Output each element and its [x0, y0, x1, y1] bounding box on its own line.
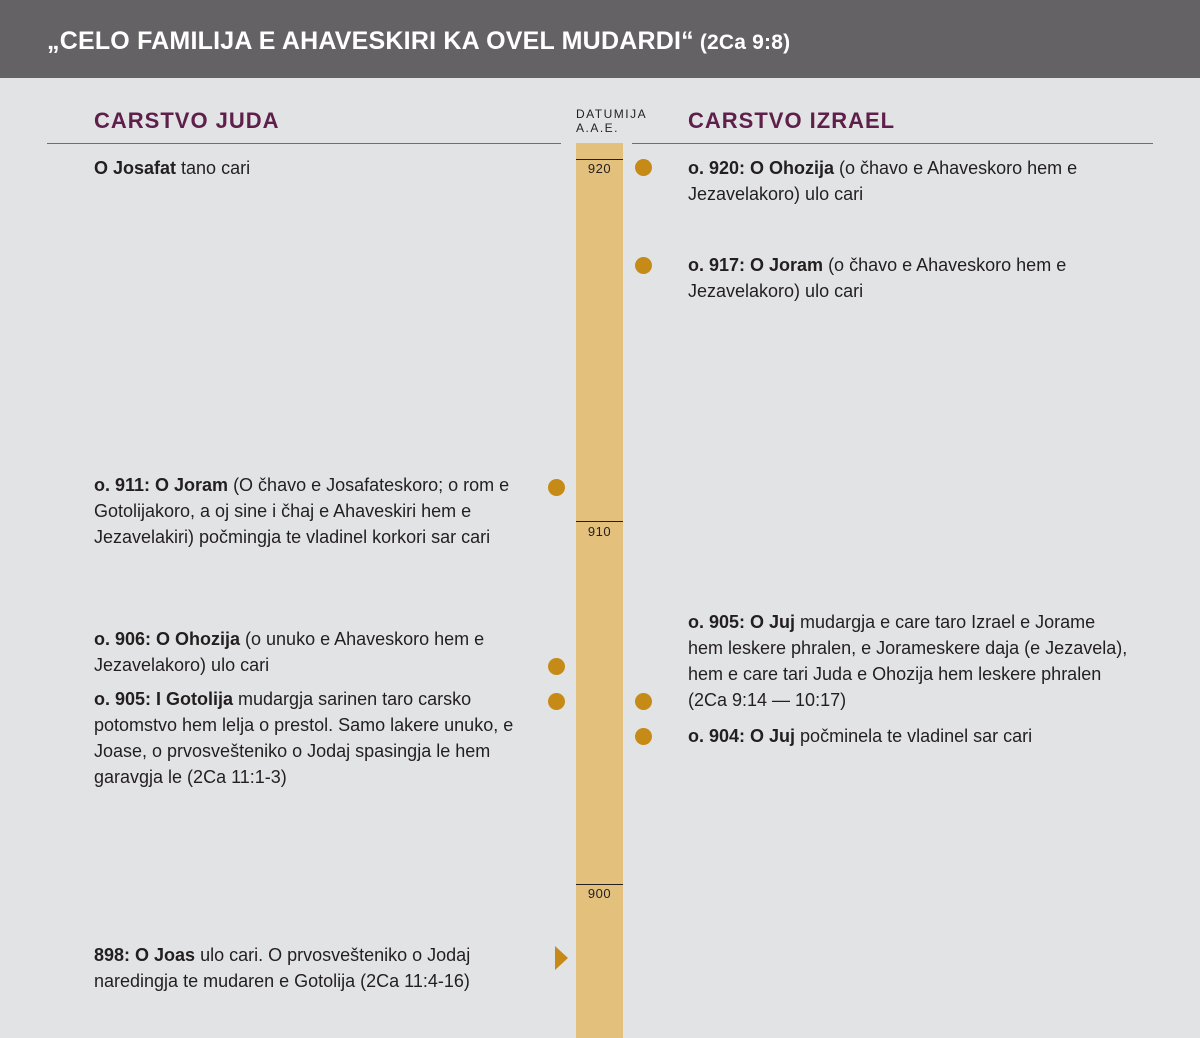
izrael-event-917-text: (o čhavo e Ahaveskoro hem e Jezavelakoro) ulo cari [688, 255, 1067, 301]
title-text: „CELO FAMILIJA E AHAVESKIRI KA OVEL MUDARDI“ [47, 27, 694, 55]
juda-event-898-text: ulo cari. O prvosvešteniko o Jodaj naredingja te mudaren e Gotolija (2Ca 11:4-16) [94, 945, 471, 991]
izrael-event-920 [688, 155, 1108, 207]
juda-event-906-bold: o. 906: O Ohozija [94, 629, 241, 649]
juda-marker-906 [548, 658, 565, 675]
izrael-event-904-bold: o. 904: O Juj [688, 726, 796, 746]
tick-label-900: 900 [587, 886, 612, 901]
juda-divider [47, 143, 561, 144]
juda-marker-905 [548, 693, 565, 710]
title-reference: (2Ca 9:8) [699, 31, 791, 54]
juda-event-911-text: (O čhavo e Josafateskoro; o rom e Gotolijakoro, a oj sine i čhaj e Ahaveskiri hem e Jezavelakiri) počmingja te vladinel korkori sar cari [94, 475, 510, 547]
juda-event-josafat-bold: O Josafat [94, 158, 177, 178]
izrael-event-920-bold: o. 920: O Ohozija [688, 158, 835, 178]
dates-label-line-2: A.A.E. [576, 121, 620, 135]
juda-marker-911 [548, 479, 565, 496]
izrael-event-905 [688, 609, 1133, 713]
juda-event-898 [94, 942, 514, 994]
juda-event-josafat [94, 155, 554, 181]
juda-event-905 [94, 686, 519, 790]
juda-event-898-bold: 898: O Joas [94, 945, 196, 965]
dates-label-line-1: DATUMIJA [576, 107, 648, 121]
izrael-marker-920 [635, 159, 652, 176]
izrael-marker-917 [635, 257, 652, 274]
izrael-event-920-text: (o čhavo e Ahaveskoro hem e Jezavelakoro) ulo cari [688, 158, 1078, 204]
juda-event-905-bold: o. 905: I Gotolija [94, 689, 234, 709]
izrael-event-905-bold: o. 905: O Juj [688, 612, 796, 632]
tick-label-910: 910 [587, 524, 612, 539]
juda-column-title: CARSTVO JUDA [94, 108, 280, 133]
juda-event-911 [94, 472, 514, 550]
juda-event-josafat-text: tano cari [176, 158, 251, 178]
tick-900 [576, 884, 623, 885]
header-banner [0, 0, 1200, 78]
izrael-event-917 [688, 252, 1068, 304]
juda-event-911-bold: o. 911: O Joram [94, 475, 229, 495]
timeline-bar [576, 143, 623, 1038]
tick-label-920: 920 [587, 161, 612, 176]
izrael-event-917-bold: o. 917: O Joram [688, 255, 824, 275]
dates-label [576, 107, 647, 135]
juda-event-906 [94, 626, 494, 678]
izrael-event-904-text: počminela te vladinel sar cari [795, 726, 1033, 746]
izrael-marker-905 [635, 693, 652, 710]
izrael-marker-904 [635, 728, 652, 745]
juda-event-905-text: mudargja sarinen taro carsko potomstvo hem lelja o prestol. Samo lakere unuko, e Joase, o prvosvešteniko o Jodaj spasingja le hem garavgja le (2Ca 11:1-3) [94, 689, 514, 787]
tick-920 [576, 159, 623, 160]
izrael-event-905-text: mudargja e care taro Izrael e Jorame hem leskere phralen, e Jorameskere daja (e Jezavela), hem e care tari Juda e Ohozija hem leskere phralen (2Ca 9:14 — 10:17) [688, 612, 1128, 710]
juda-arrow-898 [555, 946, 568, 970]
page-title [47, 27, 790, 56]
izrael-divider [632, 143, 1153, 144]
izrael-event-904 [688, 723, 1133, 749]
tick-910 [576, 521, 623, 522]
izrael-column-title: CARSTVO IZRAEL [688, 108, 896, 133]
juda-event-906-text: (o unuko e Ahaveskoro hem e Jezavelakoro) ulo cari [94, 629, 485, 675]
